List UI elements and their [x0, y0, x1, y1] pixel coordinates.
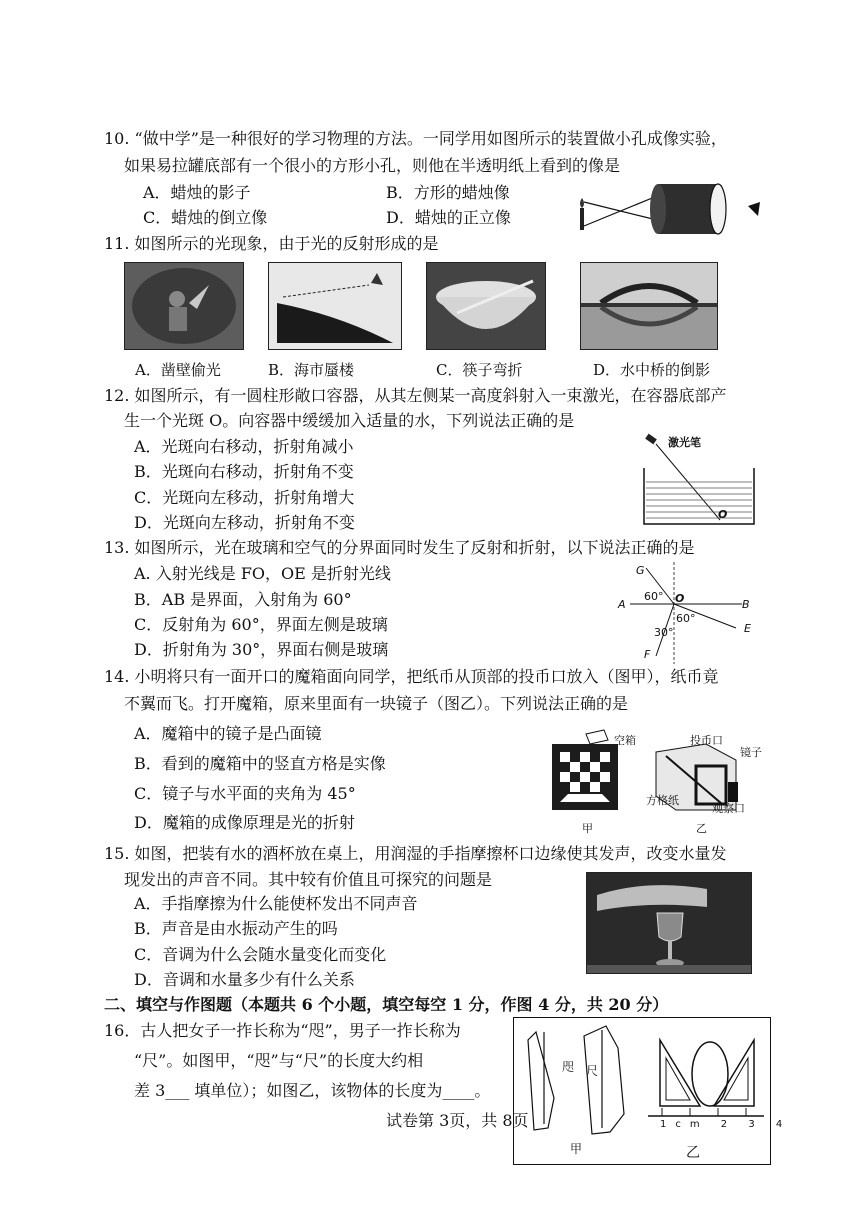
q14-label-grid-paper: 方格纸	[646, 794, 679, 807]
q15-stem-line1: 15. 如图，把装有水的酒杯放在桌上，用润湿的手指摩擦杯口边缘使其发声，改变水量发	[104, 844, 727, 863]
q15-glass-photo	[586, 872, 752, 974]
q15-option-c: C．音调为什么会随水量变化而变化	[134, 945, 387, 964]
q15-stem-line2: 现发出的声音不同。其中较有价值且可探究的问题是	[124, 870, 493, 889]
q16-ruler-ticks: 1cm 2 3 4	[660, 1119, 792, 1130]
q14-stem-line2: 不翼而飞。打开魔箱，原来里面有一块镜子（图乙）。下列说法正确的是	[124, 694, 629, 713]
q14-option-a: A．魔箱中的镜子是凸面镜	[134, 724, 322, 743]
q13-stem: 13. 如图所示，光在玻璃和空气的分界面同时发生了反射和折射，以下说法正确的是	[104, 538, 695, 557]
q12-option-b: B．光斑向右移动，折射角不变	[134, 462, 354, 481]
q14-option-d: D．魔箱的成像原理是光的折射	[134, 813, 355, 832]
q11-photo-b	[268, 262, 402, 350]
q10-option-a: A．蜡烛的影子	[143, 183, 251, 202]
q11-option-a: A．凿壁偷光	[135, 361, 221, 379]
q14-label-coin-slot: 投币口	[690, 734, 723, 747]
q15-option-b: B．声音是由水振动产生的吗	[134, 919, 338, 938]
q13-option-a: A. 入射光线是 FO，OE 是折射光线	[134, 564, 391, 583]
q14-stem-line1: 14. 小明将只有一面开口的魔箱面向同学，把纸币从顶部的投币口放入（图甲），纸币竟	[104, 667, 719, 686]
q10-stem-line2: 如果易拉罐底部有一个很小的方形小孔，则他在半透明纸上看到的像是	[124, 156, 621, 175]
q13-label-b: B	[742, 598, 750, 611]
q11-option-b: B．海市蜃楼	[268, 361, 355, 379]
q16-line1: 16．古人把女子一拃长称为“咫”，男子一拃长称为	[104, 1021, 461, 1040]
q16-label-yi: 乙	[686, 1145, 700, 1161]
q14-label-mirror: 镜子	[740, 746, 762, 759]
q16-line2: “尺”。如图甲，“咫”与“尺”的长度大约相	[134, 1051, 424, 1070]
q11-photo-a	[124, 262, 244, 350]
q14-option-c: C．镜子与水平面的夹角为 45°	[134, 784, 356, 803]
section-2-heading: 二、填空与作图题（本题共 6 个小题，填空每空 1 分，作图 4 分，共 20 分）	[104, 995, 669, 1014]
q12-option-d: D．光斑向左移动，折射角不变	[134, 513, 355, 532]
page-footer: 试卷第 3页，共 8页	[386, 1111, 529, 1130]
q10-option-b: B．方形的蜡烛像	[386, 183, 510, 202]
q13-angle-30: 30°	[654, 626, 674, 639]
q12-stem-line2: 生一个光斑 O。向容器中缓缓加入适量的水，下列说法正确的是	[124, 411, 575, 430]
q13-label-f: F	[644, 648, 651, 661]
q11-photo-d	[580, 262, 718, 350]
q13-label-g: G	[636, 564, 645, 577]
q16-label-jia: 甲	[570, 1142, 583, 1156]
q12-laser-label: 激光笔	[668, 436, 701, 449]
q13-option-b: B．AB 是界面，入射角为 60°	[134, 590, 352, 609]
q12-point-o: O	[718, 508, 728, 521]
q14-option-b: B．看到的魔箱中的竖直方格是实像	[134, 754, 386, 773]
q14-label-yi: 乙	[696, 822, 707, 835]
q12-stem-line1: 12. 如图所示，有一圆柱形敞口容器，从其左侧某一高度斜射入一束激光，在容器底部产	[104, 386, 727, 405]
q10-pinhole-figure	[572, 176, 768, 240]
q15-option-a: A．手指摩擦为什么能使杯发出不同声音	[134, 894, 418, 913]
q14-label-jia: 甲	[582, 822, 593, 835]
q10-stem-line1: 10. “做中学”是一种很好的学习物理的方法。一同学用如图所示的装置做小孔成像实验，	[104, 129, 727, 148]
q11-photo-c	[426, 262, 546, 350]
q10-option-c: C．蜡烛的倒立像	[143, 208, 268, 227]
q14-label-empty-box: 空箱	[614, 734, 636, 747]
q13-label-a: A	[618, 598, 626, 611]
q11-option-d: D．水中桥的倒影	[593, 361, 711, 379]
q16-line3: 差 3___ 填单位）；如图乙，该物体的长度为____。	[134, 1081, 491, 1100]
q11-option-c: C．筷子弯折	[436, 361, 523, 379]
q13-label-o: O	[675, 592, 685, 605]
q12-option-c: C．光斑向左移动，折射角增大	[134, 488, 355, 507]
q16-label-chi: 尺	[586, 1064, 599, 1078]
q13-option-c: C．反射角为 60°，界面左侧是玻璃	[134, 615, 388, 634]
q16-hand-span-figure	[513, 1017, 771, 1165]
q13-label-e: E	[744, 622, 751, 635]
q10-option-d: D．蜡烛的正立像	[386, 208, 511, 227]
q14-label-viewing-port: 观察口	[712, 802, 745, 815]
q13-angle-60-right: 60°	[676, 612, 696, 625]
q11-stem: 11. 如图所示的光现象，由于光的反射形成的是	[104, 234, 439, 253]
q13-option-d: D．折射角为 30°，界面右侧是玻璃	[134, 640, 389, 659]
q12-option-a: A．光斑向右移动，折射角减小	[134, 437, 354, 456]
q16-label-zhi: 咫	[562, 1060, 575, 1074]
q15-option-d: D．音调和水量多少有什么关系	[134, 970, 355, 989]
q13-angle-60-left: 60°	[644, 590, 664, 603]
